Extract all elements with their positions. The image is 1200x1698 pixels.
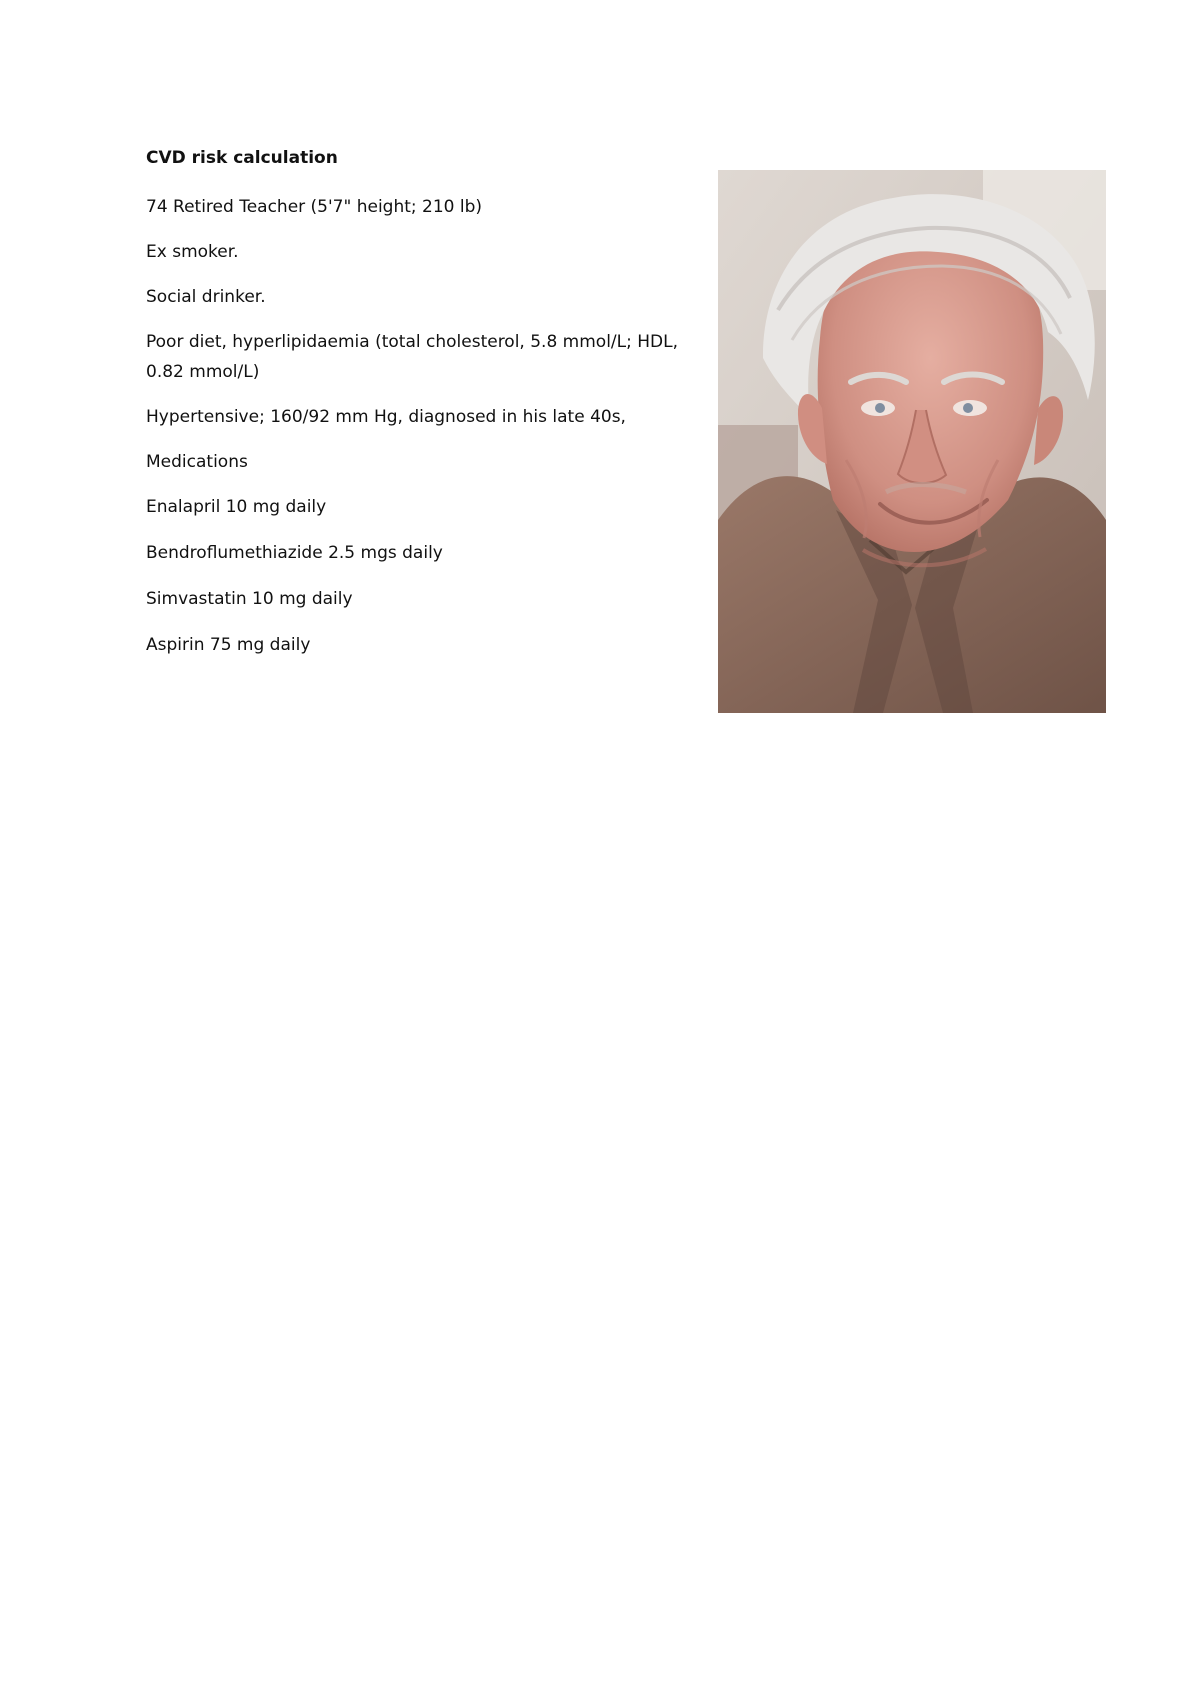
document-text bbox=[146, 146, 706, 676]
smoking-status-line: Ex smoker. bbox=[146, 242, 239, 262]
medication-item: Bendroflumethiazide 2.5 mgs daily bbox=[146, 543, 443, 563]
drinking-status-line: Social drinker. bbox=[146, 287, 266, 307]
medication-item: Aspirin 75 mg daily bbox=[146, 635, 311, 655]
medication-item: Simvastatin 10 mg daily bbox=[146, 589, 353, 609]
medications-heading: Medications bbox=[146, 452, 248, 472]
portrait-illustration bbox=[718, 170, 1106, 713]
portrait-photo bbox=[718, 170, 1106, 713]
left-iris bbox=[875, 403, 885, 413]
patient-summary-line: 74 Retired Teacher (5'7" height; 210 lb) bbox=[146, 197, 483, 217]
diet-lipids-line: Poor diet, hyperlipidaemia (total cholesterol, 5.8 mmol/L; HDL, 0.82 mmol/L) bbox=[146, 332, 678, 382]
medication-item: Enalapril 10 mg daily bbox=[146, 497, 327, 517]
hypertension-line: Hypertensive; 160/92 mm Hg, diagnosed in his late 40s, bbox=[146, 407, 626, 427]
document-title: CVD risk calculation bbox=[146, 148, 338, 168]
right-iris bbox=[963, 403, 973, 413]
